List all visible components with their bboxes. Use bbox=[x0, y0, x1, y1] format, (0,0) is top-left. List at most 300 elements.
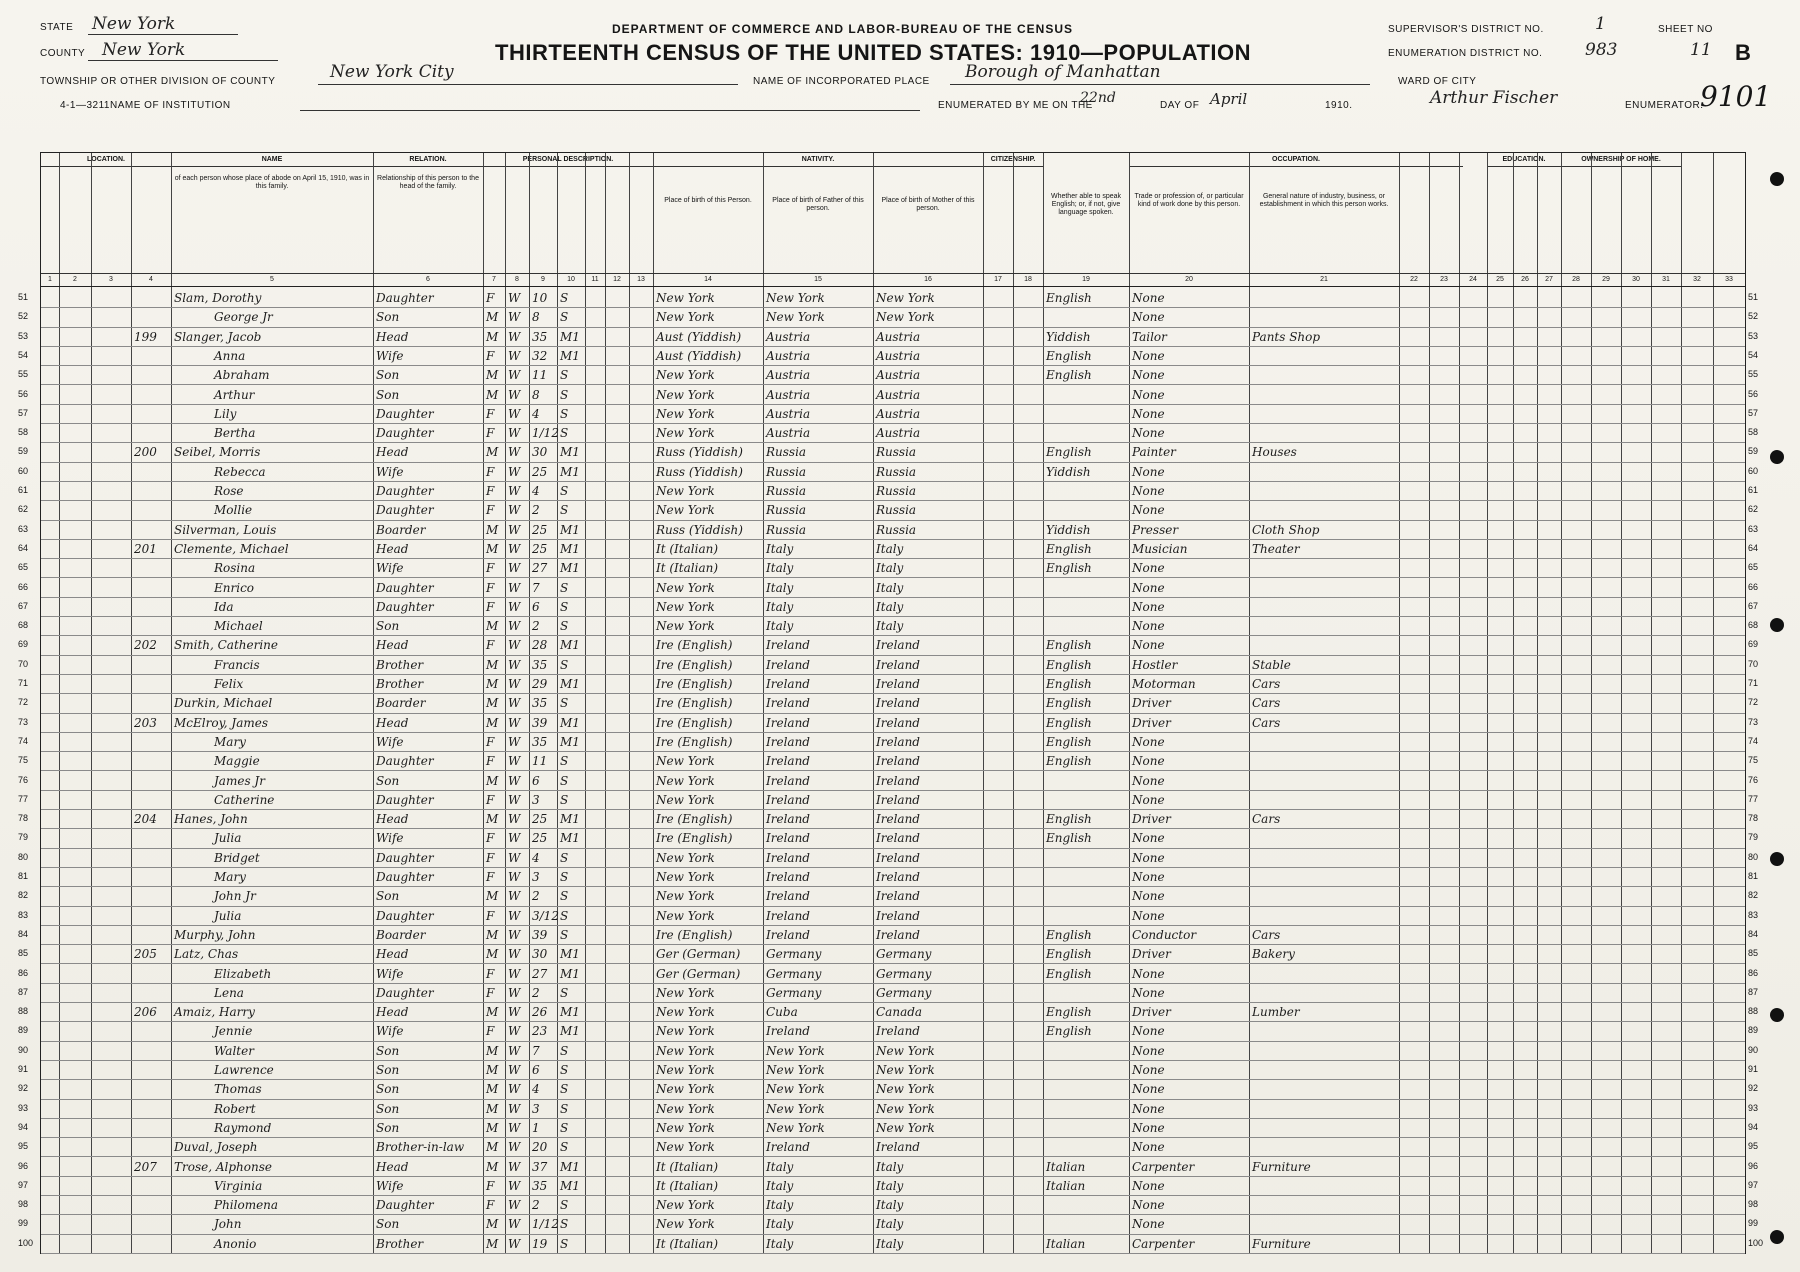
cell-trade: Motorman bbox=[1132, 677, 1196, 691]
cell-family bbox=[134, 1042, 169, 1061]
cell-sex: F bbox=[486, 599, 495, 614]
line-number-right: 98 bbox=[1748, 1199, 1759, 1210]
cell-father: New York bbox=[766, 1082, 825, 1097]
cell-language bbox=[1046, 501, 1127, 520]
cell-marital: S bbox=[560, 291, 569, 305]
cell-mother: Ireland bbox=[876, 773, 920, 788]
cell-age: 1/12 bbox=[532, 426, 559, 441]
personal-description-header: PERSONAL DESCRIPTION. bbox=[483, 153, 653, 167]
line-number-left: 64 bbox=[18, 542, 29, 553]
cell-sex: M bbox=[486, 1043, 499, 1058]
cell-house bbox=[62, 1158, 89, 1177]
cell-sex: F bbox=[486, 291, 495, 305]
cell-relation: Head bbox=[376, 541, 409, 556]
cell-marital: S bbox=[560, 927, 569, 942]
cell-race: W bbox=[508, 1178, 521, 1193]
cell-age: 25 bbox=[532, 522, 548, 537]
cell-name: Trose, Alphonse bbox=[174, 1159, 272, 1174]
cell-house bbox=[62, 965, 89, 984]
cell-father: Ireland bbox=[766, 927, 810, 942]
line-number-left: 86 bbox=[18, 967, 29, 978]
cell-age: 11 bbox=[532, 368, 548, 383]
cell-mother: Ireland bbox=[876, 715, 920, 730]
cell-family bbox=[134, 868, 169, 887]
cell-birth: New York bbox=[656, 1043, 715, 1058]
cell-name: Murphy, John bbox=[174, 927, 256, 942]
cell-sex: M bbox=[486, 715, 499, 730]
cell-industry bbox=[1252, 965, 1397, 984]
column-number: 20 bbox=[1129, 273, 1249, 287]
column-number: 23 bbox=[1429, 273, 1459, 287]
line-number-right: 82 bbox=[1748, 890, 1759, 901]
cell-father: Ireland bbox=[766, 908, 810, 923]
line-number-right: 58 bbox=[1748, 427, 1759, 438]
cell-relation: Son bbox=[376, 1217, 400, 1232]
cell-mother: New York bbox=[876, 291, 935, 305]
cell-family bbox=[134, 1235, 169, 1254]
cell-mother: Italy bbox=[876, 1178, 904, 1193]
line-number-left: 87 bbox=[18, 986, 29, 997]
cell-language bbox=[1046, 868, 1127, 887]
cell-language bbox=[1046, 1119, 1127, 1138]
cell-name: Rosina bbox=[214, 561, 256, 576]
cell-marital: S bbox=[560, 754, 569, 769]
cell-marital: M1 bbox=[560, 348, 580, 363]
column-number: 12 bbox=[605, 273, 629, 287]
cell-birth: New York bbox=[656, 908, 715, 923]
cell-house bbox=[62, 926, 89, 945]
line-number-right: 71 bbox=[1748, 678, 1759, 688]
cell-trade: None bbox=[1132, 1178, 1165, 1193]
line-number-right: 83 bbox=[1748, 909, 1759, 920]
cell-mother: Italy bbox=[876, 1236, 904, 1251]
cell-race: W bbox=[508, 1140, 521, 1155]
cell-race: W bbox=[508, 310, 521, 325]
cell-name: Arthur bbox=[214, 387, 255, 402]
column-number: 17 bbox=[983, 273, 1013, 287]
enumeration-district-value: 983 bbox=[1585, 40, 1618, 60]
cell-father: Ireland bbox=[766, 677, 810, 691]
cell-birth: New York bbox=[656, 1217, 715, 1232]
line-number-right: 68 bbox=[1748, 620, 1759, 631]
cell-house bbox=[62, 1138, 89, 1157]
line-number-right: 55 bbox=[1748, 369, 1759, 380]
column-number: 7 bbox=[483, 273, 505, 287]
cell-language: English bbox=[1046, 831, 1092, 846]
cell-marital: M1 bbox=[560, 831, 580, 846]
cell-age: 1/12 bbox=[532, 1217, 559, 1232]
line-number-right: 86 bbox=[1748, 967, 1759, 978]
cell-birth: Ire (English) bbox=[656, 734, 733, 749]
cell-marital: M1 bbox=[560, 638, 580, 653]
birth-father-column-header: Place of birth of Father of this person. bbox=[772, 197, 864, 212]
cell-marital: S bbox=[560, 310, 569, 325]
line-number-right: 59 bbox=[1748, 446, 1759, 457]
line-number-right: 84 bbox=[1748, 928, 1759, 939]
cell-marital: S bbox=[560, 870, 569, 884]
cell-age: 35 bbox=[532, 1178, 548, 1193]
occupation-header: OCCUPATION. bbox=[1129, 153, 1463, 167]
cell-father: Russia bbox=[766, 484, 807, 498]
cell-marital: M1 bbox=[560, 734, 580, 749]
cell-house bbox=[62, 559, 89, 578]
cell-race: W bbox=[508, 464, 521, 479]
cell-language bbox=[1046, 772, 1127, 791]
cell-trade: None bbox=[1132, 966, 1165, 981]
cell-house bbox=[62, 521, 89, 540]
cell-family bbox=[134, 1022, 169, 1041]
line-number-left: 73 bbox=[18, 716, 29, 727]
line-number-right: 61 bbox=[1748, 485, 1759, 495]
institution-underline bbox=[300, 110, 920, 111]
line-number-right: 51 bbox=[1748, 292, 1759, 302]
cell-sex: F bbox=[486, 406, 495, 421]
cell-father: Austria bbox=[766, 329, 811, 344]
cell-age: 39 bbox=[532, 927, 548, 942]
cell-age: 11 bbox=[532, 754, 548, 769]
cell-father: Italy bbox=[766, 1159, 794, 1174]
cell-name: Ida bbox=[214, 599, 234, 614]
incorporated-place-label: NAME OF INCORPORATED PLACE bbox=[753, 76, 930, 87]
cell-trade: None bbox=[1132, 792, 1165, 807]
cell-birth: Ire (English) bbox=[656, 812, 733, 827]
corner-page-number: 9101 bbox=[1700, 80, 1772, 113]
cell-industry bbox=[1252, 1061, 1397, 1080]
cell-language bbox=[1046, 482, 1127, 501]
cell-house bbox=[62, 308, 89, 327]
cell-father: Ireland bbox=[766, 734, 810, 749]
cell-sex: M bbox=[486, 696, 499, 711]
line-number-left: 93 bbox=[18, 1102, 29, 1113]
cell-family bbox=[134, 675, 169, 694]
cell-mother: Ireland bbox=[876, 831, 920, 846]
cell-race: W bbox=[508, 1101, 521, 1116]
state-underline bbox=[88, 34, 238, 35]
cell-name: Jennie bbox=[214, 1024, 253, 1039]
table-row bbox=[41, 579, 1745, 598]
line-number-left: 63 bbox=[18, 523, 29, 534]
cell-age: 7 bbox=[532, 580, 540, 595]
cell-race: W bbox=[508, 329, 521, 344]
cell-age: 28 bbox=[532, 638, 548, 653]
cell-name: John Jr bbox=[214, 889, 256, 904]
cell-industry bbox=[1252, 579, 1397, 598]
cell-relation: Daughter bbox=[376, 406, 434, 421]
cell-mother: Italy bbox=[876, 541, 904, 556]
line-number-left: 99 bbox=[18, 1218, 29, 1229]
cell-mother: Austria bbox=[876, 406, 921, 421]
line-number-left: 80 bbox=[18, 851, 29, 862]
cell-race: W bbox=[508, 908, 521, 923]
cell-industry bbox=[1252, 289, 1397, 308]
cell-father: Ireland bbox=[766, 889, 810, 904]
cell-language: English bbox=[1046, 715, 1092, 730]
cell-language bbox=[1046, 1100, 1127, 1119]
line-number-left: 66 bbox=[18, 581, 29, 592]
line-number-left: 51 bbox=[18, 292, 29, 302]
column-number: 1 bbox=[41, 273, 59, 287]
cell-sex: F bbox=[486, 985, 495, 1000]
cell-family bbox=[134, 829, 169, 848]
cell-mother: New York bbox=[876, 1063, 935, 1077]
cell-marital: S bbox=[560, 1101, 569, 1116]
cell-mother: Ireland bbox=[876, 812, 920, 827]
cell-trade: None bbox=[1132, 1063, 1165, 1077]
cell-industry bbox=[1252, 1080, 1397, 1099]
cell-mother: Italy bbox=[876, 1217, 904, 1232]
column-number: 29 bbox=[1591, 273, 1621, 287]
line-number-left: 68 bbox=[18, 620, 29, 631]
cell-family bbox=[134, 752, 169, 771]
cell-name: Mary bbox=[214, 734, 246, 749]
cell-birth: Ire (English) bbox=[656, 715, 733, 730]
cell-birth: New York bbox=[656, 773, 715, 788]
cell-birth: Russ (Yiddish) bbox=[656, 522, 743, 537]
cell-language: Yiddish bbox=[1046, 329, 1091, 344]
cell-sex: F bbox=[486, 850, 495, 865]
line-number-left: 70 bbox=[18, 658, 29, 669]
cell-family bbox=[134, 772, 169, 791]
cell-house bbox=[62, 1042, 89, 1061]
line-number-right: 93 bbox=[1748, 1102, 1759, 1113]
cell-trade: Driver bbox=[1132, 696, 1171, 711]
cell-language bbox=[1046, 791, 1127, 810]
table-row bbox=[41, 945, 1745, 964]
cell-relation: Daughter bbox=[376, 870, 434, 884]
census-year: 1910. bbox=[1325, 100, 1353, 111]
cell-trade: None bbox=[1132, 561, 1165, 576]
column-number: 26 bbox=[1513, 273, 1537, 287]
cell-house bbox=[62, 733, 89, 752]
cell-father: Austria bbox=[766, 368, 811, 383]
cell-relation: Daughter bbox=[376, 580, 434, 595]
cell-marital: S bbox=[560, 889, 569, 904]
cell-family bbox=[134, 424, 169, 443]
cell-family bbox=[134, 366, 169, 385]
cell-father: Austria bbox=[766, 406, 811, 421]
cell-race: W bbox=[508, 599, 521, 614]
cell-marital: S bbox=[560, 985, 569, 1000]
cell-race: W bbox=[508, 503, 521, 518]
state-value: New York bbox=[92, 14, 176, 34]
cell-trade: None bbox=[1132, 985, 1165, 1000]
table-row bbox=[41, 656, 1745, 675]
line-number-left: 53 bbox=[18, 330, 29, 341]
cell-name: Lena bbox=[214, 985, 244, 1000]
cell-father: Italy bbox=[766, 1236, 794, 1251]
table-row bbox=[41, 521, 1745, 540]
cell-age: 32 bbox=[532, 348, 548, 363]
cell-marital: M1 bbox=[560, 966, 580, 981]
cell-birth: New York bbox=[656, 1082, 715, 1097]
cell-mother: Italy bbox=[876, 599, 904, 614]
cell-house bbox=[62, 752, 89, 771]
cell-family: 203 bbox=[134, 715, 157, 730]
table-row bbox=[41, 559, 1745, 578]
cell-house bbox=[62, 386, 89, 405]
cell-relation: Wife bbox=[376, 464, 404, 479]
cell-relation: Brother bbox=[376, 657, 424, 672]
department-title: DEPARTMENT OF COMMERCE AND LABOR-BUREAU OF THE CENSUS bbox=[612, 22, 1073, 36]
line-number-left: 75 bbox=[18, 755, 29, 766]
line-number-right: 77 bbox=[1748, 793, 1759, 804]
cell-sex: M bbox=[486, 927, 499, 942]
table-row bbox=[41, 443, 1745, 462]
cell-age: 2 bbox=[532, 619, 540, 634]
cell-age: 25 bbox=[532, 464, 548, 479]
table-row bbox=[41, 887, 1745, 906]
cell-family bbox=[134, 598, 169, 617]
cell-age: 2 bbox=[532, 889, 540, 904]
cell-name: James Jr bbox=[214, 773, 265, 788]
cell-name: Maggie bbox=[214, 754, 260, 769]
cell-marital: M1 bbox=[560, 561, 580, 576]
cell-race: W bbox=[508, 1043, 521, 1058]
cell-industry bbox=[1252, 463, 1397, 482]
cell-trade: None bbox=[1132, 1140, 1165, 1155]
cell-house bbox=[62, 1080, 89, 1099]
cell-house bbox=[62, 328, 89, 347]
cell-age: 25 bbox=[532, 831, 548, 846]
cell-marital: M1 bbox=[560, 522, 580, 537]
cell-birth: Ger (German) bbox=[656, 966, 741, 981]
cell-industry bbox=[1252, 1042, 1397, 1061]
cell-birth: New York bbox=[656, 1140, 715, 1155]
cell-marital: S bbox=[560, 1082, 569, 1097]
cell-mother: New York bbox=[876, 310, 935, 325]
census-table bbox=[40, 152, 1746, 1254]
ward-label: WARD OF CITY bbox=[1398, 76, 1477, 87]
cell-name: Felix bbox=[214, 677, 244, 691]
cell-family bbox=[134, 308, 169, 327]
column-number: 16 bbox=[873, 273, 983, 287]
cell-name: Bridget bbox=[214, 850, 260, 865]
cell-sex: M bbox=[486, 387, 499, 402]
cell-age: 6 bbox=[532, 599, 540, 614]
cell-industry bbox=[1252, 1119, 1397, 1138]
cell-mother: Austria bbox=[876, 329, 921, 344]
cell-birth: New York bbox=[656, 792, 715, 807]
cell-race: W bbox=[508, 792, 521, 807]
table-row bbox=[41, 1061, 1745, 1080]
industry-column-header: General nature of industry, business, or establishment in which this person works. bbox=[1259, 193, 1389, 208]
cell-mother: Ireland bbox=[876, 734, 920, 749]
cell-father: Ireland bbox=[766, 773, 810, 788]
cell-house bbox=[62, 675, 89, 694]
cell-birth: New York bbox=[656, 1120, 715, 1135]
column-number: 14 bbox=[653, 273, 763, 287]
cell-race: W bbox=[508, 966, 521, 981]
cell-relation: Daughter bbox=[376, 484, 434, 498]
language-column-header: Whether able to speak English; or, if not, give language spoken. bbox=[1050, 193, 1122, 216]
cell-sex: F bbox=[486, 1024, 495, 1039]
column-number: 28 bbox=[1561, 273, 1591, 287]
table-row bbox=[41, 926, 1745, 945]
table-row bbox=[41, 868, 1745, 887]
cell-sex: F bbox=[486, 870, 495, 884]
cell-race: W bbox=[508, 870, 521, 884]
cell-relation: Wife bbox=[376, 348, 404, 363]
line-number-left: 84 bbox=[18, 928, 29, 939]
cell-industry bbox=[1252, 1022, 1397, 1041]
cell-race: W bbox=[508, 1005, 521, 1020]
cell-marital: S bbox=[560, 580, 569, 595]
cell-trade: None bbox=[1132, 638, 1165, 653]
cell-family: 202 bbox=[134, 638, 157, 653]
cell-industry bbox=[1252, 405, 1397, 424]
cell-sex: M bbox=[486, 310, 499, 325]
cell-birth: New York bbox=[656, 387, 715, 402]
cell-trade: None bbox=[1132, 368, 1165, 383]
cell-industry bbox=[1252, 482, 1397, 501]
cell-name: Silverman, Louis bbox=[174, 522, 277, 537]
cell-father: Italy bbox=[766, 541, 794, 556]
cell-family bbox=[134, 521, 169, 540]
column-number: 10 bbox=[557, 273, 585, 287]
table-row bbox=[41, 405, 1745, 424]
cell-sex: F bbox=[486, 966, 495, 981]
cell-birth: Ire (English) bbox=[656, 696, 733, 711]
cell-sex: M bbox=[486, 541, 499, 556]
cell-race: W bbox=[508, 773, 521, 788]
cell-language bbox=[1046, 598, 1127, 617]
cell-industry: Cars bbox=[1252, 696, 1281, 711]
cell-race: W bbox=[508, 619, 521, 634]
cell-relation: Daughter bbox=[376, 754, 434, 769]
state-label: STATE bbox=[40, 22, 74, 33]
punch-hole bbox=[1770, 172, 1784, 186]
cell-marital: S bbox=[560, 1140, 569, 1155]
cell-family bbox=[134, 1100, 169, 1119]
cell-trade: None bbox=[1132, 1198, 1165, 1213]
trade-column-header: Trade or profession of, or particular kind of work done by this person. bbox=[1134, 193, 1244, 208]
cell-birth: New York bbox=[656, 503, 715, 518]
cell-language: English bbox=[1046, 368, 1092, 383]
cell-trade: None bbox=[1132, 406, 1165, 421]
cell-family bbox=[134, 1138, 169, 1157]
cell-sex: M bbox=[486, 368, 499, 383]
cell-relation: Head bbox=[376, 1159, 409, 1174]
cell-birth: New York bbox=[656, 599, 715, 614]
cell-industry bbox=[1252, 849, 1397, 868]
cell-name: Elizabeth bbox=[214, 966, 272, 981]
table-row bbox=[41, 733, 1745, 752]
cell-race: W bbox=[508, 387, 521, 402]
cell-race: W bbox=[508, 1024, 521, 1039]
cell-house bbox=[62, 887, 89, 906]
table-row bbox=[41, 984, 1745, 1003]
cell-race: W bbox=[508, 696, 521, 711]
line-number-right: 66 bbox=[1748, 581, 1759, 592]
table-row bbox=[41, 308, 1745, 327]
cell-age: 35 bbox=[532, 696, 548, 711]
cell-relation: Boarder bbox=[376, 927, 426, 942]
cell-house bbox=[62, 405, 89, 424]
line-number-right: 76 bbox=[1748, 774, 1759, 785]
cell-house bbox=[62, 791, 89, 810]
cell-marital: S bbox=[560, 696, 569, 711]
table-row bbox=[41, 1003, 1745, 1022]
cell-relation: Wife bbox=[376, 1178, 404, 1193]
cell-age: 6 bbox=[532, 773, 540, 788]
line-number-left: 57 bbox=[18, 407, 29, 418]
cell-trade: Driver bbox=[1132, 947, 1171, 962]
supervisor-label: SUPERVISOR'S DISTRICT NO. bbox=[1388, 24, 1544, 35]
table-row bbox=[41, 810, 1745, 829]
enumerated-label: ENUMERATED BY ME ON THE bbox=[938, 100, 1093, 111]
cell-age: 4 bbox=[532, 406, 540, 421]
cell-house bbox=[62, 810, 89, 829]
